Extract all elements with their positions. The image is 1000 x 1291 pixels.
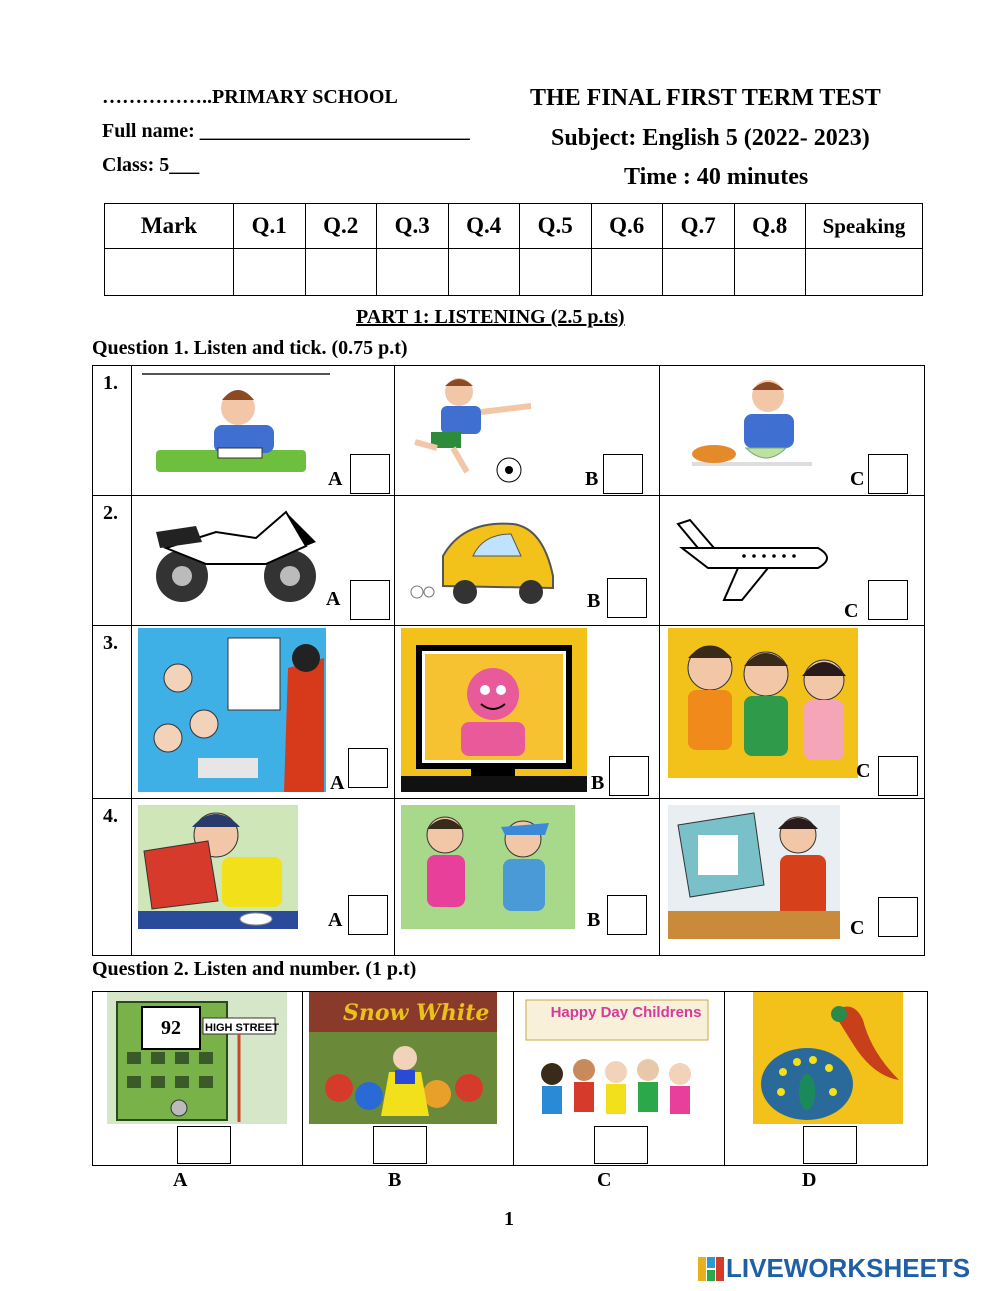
subject-line: Subject: English 5 (2022- 2023) — [551, 125, 870, 151]
question1-instruction: . Listen and tick. (0.75 p.t) — [183, 337, 408, 359]
row3-number: 3. — [103, 632, 118, 654]
peacock-image — [753, 992, 903, 1124]
row3-label-c: C — [856, 760, 871, 782]
row2-option-b — [395, 496, 660, 626]
q2-header: Q.2 — [305, 204, 377, 249]
row4-number: 4. — [103, 805, 118, 827]
row3-label-a: A — [330, 772, 345, 794]
car-image — [403, 516, 573, 608]
row1-number: 1. — [103, 372, 118, 394]
q6-header: Q.6 — [591, 204, 663, 249]
row4-label-c: C — [850, 917, 865, 939]
q4-score-cell[interactable] — [448, 249, 520, 296]
row2-label-c: C — [844, 600, 859, 622]
children-talking-image — [668, 628, 858, 778]
boy-football-image — [401, 372, 551, 484]
row4-option-b — [395, 799, 660, 956]
classroom-drawing-image — [138, 628, 326, 792]
test-title: THE FINAL FIRST TERM TEST — [530, 85, 881, 111]
question1-title — [92, 337, 408, 360]
row4-checkbox-b[interactable] — [607, 895, 647, 935]
motorbike-image — [146, 502, 326, 606]
q1-score-cell[interactable] — [234, 249, 306, 296]
q3-header: Q.3 — [377, 204, 449, 249]
row4-checkbox-a[interactable] — [348, 895, 388, 935]
q4-header: Q.4 — [448, 204, 520, 249]
mark-table — [104, 203, 923, 296]
question1-table — [92, 365, 925, 956]
liveworksheets-text: LIVEWORKSHEETS — [726, 1253, 971, 1283]
row3-checkbox-c[interactable] — [878, 756, 918, 796]
q8-score-cell[interactable] — [734, 249, 806, 296]
row2-option-a — [132, 496, 395, 626]
q5-score-cell[interactable] — [520, 249, 592, 296]
row2-checkbox-c[interactable] — [868, 580, 908, 620]
q2-score-cell[interactable] — [305, 249, 377, 296]
q7-header: Q.7 — [663, 204, 735, 249]
question2-instruction: . Listen and number. (1 p.t) — [183, 958, 417, 980]
boy-reading-image — [138, 805, 298, 929]
row4-label-a: A — [328, 909, 343, 931]
tv-cartoon-image — [401, 628, 587, 792]
two-boys-talking-image — [401, 805, 575, 929]
q3-score-cell[interactable] — [377, 249, 449, 296]
q2-picture-c — [514, 992, 725, 1166]
row3-option-c — [660, 626, 925, 799]
book-title: Snow White — [343, 1000, 490, 1026]
boy-writing-image — [138, 370, 338, 480]
row1-option-b — [395, 366, 660, 496]
q2-picture-d — [725, 992, 928, 1166]
row4-option-a — [132, 799, 395, 956]
question2-table — [92, 991, 928, 1166]
page-number: 1 — [504, 1208, 514, 1230]
row4-label-b: B — [587, 909, 601, 931]
speaking-header: Speaking — [806, 204, 923, 249]
q2-label-b: B — [388, 1169, 402, 1191]
row3-checkbox-b[interactable] — [609, 756, 649, 796]
q5-header: Q.5 — [520, 204, 592, 249]
q2-label-d: D — [802, 1169, 817, 1191]
row1-option-a — [132, 366, 395, 496]
row1-label-b: B — [585, 468, 599, 490]
liveworksheets-logo-icon — [698, 1257, 724, 1281]
row4-checkbox-c[interactable] — [878, 897, 918, 937]
mark-header: Mark — [105, 204, 234, 249]
street-sign-text: HIGH STREET — [205, 1022, 279, 1034]
question1-prefix: Question 1 — [92, 337, 184, 359]
boy-computer-image — [668, 805, 840, 939]
speaking-score-cell[interactable] — [806, 249, 923, 296]
q2-answer-box-c[interactable] — [594, 1126, 648, 1164]
time-line: Time : 40 minutes — [624, 164, 809, 190]
row2-option-c — [660, 496, 925, 626]
question2-prefix: Question 2 — [92, 958, 184, 980]
row1-label-c: C — [850, 468, 865, 490]
mark-total-cell[interactable] — [105, 249, 234, 296]
row3-checkbox-a[interactable] — [348, 748, 388, 788]
row1-option-c — [660, 366, 925, 496]
q2-answer-box-d[interactable] — [803, 1126, 857, 1164]
row2-checkbox-a[interactable] — [350, 580, 390, 620]
boy-eating-image — [690, 372, 840, 484]
q2-label-c: C — [597, 1169, 612, 1191]
q7-score-cell[interactable] — [663, 249, 735, 296]
row3-option-a — [132, 626, 395, 799]
q2-answer-box-a[interactable] — [177, 1126, 231, 1164]
q8-header: Q.8 — [734, 204, 806, 249]
class-field: Class: 5___ — [102, 154, 200, 176]
question2-title — [92, 958, 416, 981]
row1-label-a: A — [328, 468, 343, 490]
full-name-field: Full name: ___________________________ — [102, 120, 470, 142]
q2-label-a: A — [173, 1169, 188, 1191]
row2-label-b: B — [587, 590, 601, 612]
q2-answer-box-b[interactable] — [373, 1126, 427, 1164]
part1-title: PART 1: LISTENING (2.5 p.ts) — [356, 306, 625, 328]
q6-score-cell[interactable] — [591, 249, 663, 296]
row2-checkbox-b[interactable] — [607, 578, 647, 618]
row3-option-b — [395, 626, 660, 799]
liveworksheets-logo[interactable] — [698, 1253, 998, 1285]
row2-label-a: A — [326, 588, 341, 610]
school-name: ……………..PRIMARY SCHOOL — [102, 86, 398, 108]
row3-label-b: B — [591, 772, 605, 794]
row1-checkbox-a[interactable] — [350, 454, 390, 494]
row4-option-c — [660, 799, 925, 956]
banner-text: Happy Day Childrens — [550, 1004, 702, 1021]
row1-checkbox-c[interactable] — [868, 454, 908, 494]
row2-number: 2. — [103, 502, 118, 524]
q1-header: Q.1 — [234, 204, 306, 249]
q2-picture-b — [303, 992, 514, 1166]
q2-picture-a — [93, 992, 303, 1166]
row1-checkbox-b[interactable] — [603, 454, 643, 494]
airplane-image — [668, 514, 838, 604]
building-number-sign: 92 — [141, 1006, 201, 1050]
